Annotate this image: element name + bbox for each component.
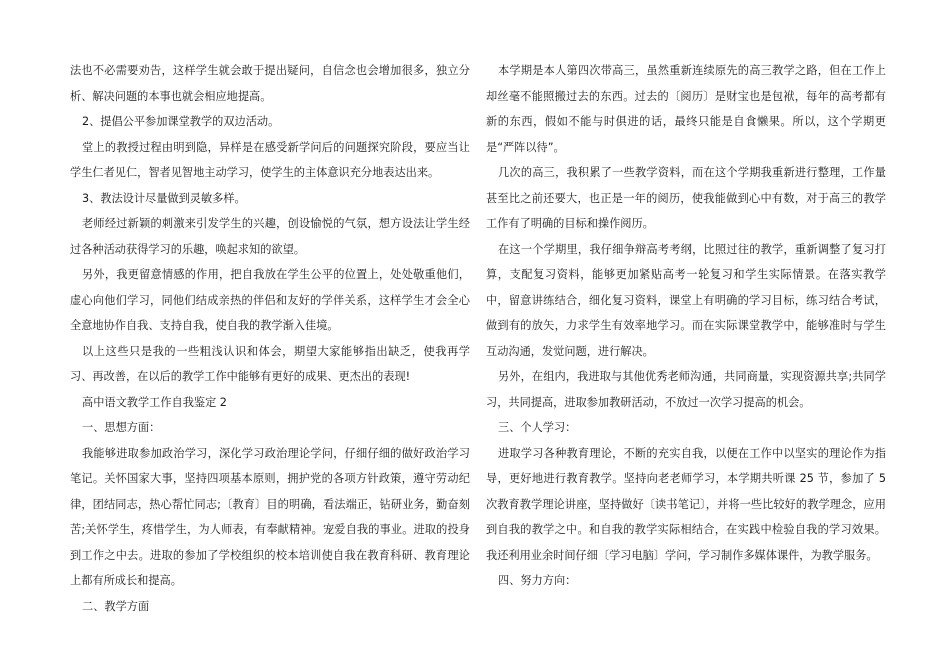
paragraph: 法也不必需要劝告，这样学生就会敢于提出疑问，自信念也会增加很多，独立分析、解决问题的本事也就会相应地提高。 bbox=[70, 64, 470, 103]
section-heading: 四、努力方向： bbox=[498, 574, 577, 587]
paragraph: 本学期是本人第四次带高三，虽然重新连续原先的高三教学之路，但在工作上却丝毫不能照搬过去的东西。过去的〔阅历〕是财宝也是包袱，每年的高考都有新的东西，假如不能与时俱进的话，最终只能是自食懒果。所以，这个学期更是“严阵以待”。 bbox=[486, 64, 886, 154]
paragraph: 我能够进取参加政治学习，深化学习政治理论学问，仔细仔细的做好政治学习笔记。关怀国家大事，坚持四项基本原则，拥护党的各项方针政策，遵守劳动纪律，团结同志，热心帮忙同志;〔教育〕目的明确，看法端正，钻研业务，勤奋刻苦;关怀学生，疼惜学生，为人师表，有奉献精神。宠爱自我的事业。进取的投身到工作之中去。进取的参加了学校组织的校本培训使自我在教育科研、教育理论上都有所成长和提高。 bbox=[70, 446, 470, 587]
article-title: 高中语文教学工作自我鉴定 2 bbox=[82, 395, 227, 409]
paragraph: 另外，在组内，我进取与其他优秀老师沟通，共同商量，实现资源共享;共同学习，共同提高，进取参加教研活动，不放过一次学习提高的机会。 bbox=[486, 370, 886, 409]
section-heading: 3、教法设计尽量做到灵敏多样。 bbox=[82, 191, 246, 205]
paragraph: 进取学习各种教育理论，不断的充实自我，以便在工作中以坚实的理论作为指导，更好地进行教育教学。坚持向老老师学习，本学期共听课 25 节，参加了 5 次教育教学理论讲座，坚持做好〔读书笔记〕，并将一些比较好的教学理念，应用到自我的教学之中。和自我的教学实际相结合，在实践中检验自我的学习效果。我还利用业余时间仔细〔学习电脑〕学问，学习制作多媒体课件，为教学服务。 bbox=[486, 446, 886, 562]
paragraph: 在这一个学期里，我仔细争辩高考考纲，比照过往的教学，重新调整了复习打算，支配复习资料，能够更加紧贴高考一轮复习和学生实际情景。在落实教学中，留意讲练结合，细化复习资料，课堂上有明确的学习目标，练习结合考试，做到有的放矢，力求学生有效率地学习。而在实际课堂教学中，能够准时与学生互动沟通，发觉问题，进行解决。 bbox=[486, 242, 886, 358]
paragraph: 堂上的教授过程由明到隐，异样是在感受新学问后的问题探究阶段，要应当让学生仁者见仁，智者见智地主动学习，使学生的主体意识充分地表达出来。 bbox=[70, 140, 470, 179]
left-column bbox=[70, 58, 470, 619]
section-heading: 2、提倡公平参加课堂教学的双边活动。 bbox=[82, 115, 280, 128]
section-heading: 一、思想方面： bbox=[82, 421, 161, 434]
section-heading: 三、个人学习： bbox=[498, 421, 577, 434]
right-column bbox=[486, 58, 886, 594]
paragraph: 几次的高三，我积累了一些教学资料，而在这个学期我重新进行整理，工作量甚至比之前还要大，也正是一年的阅历，使我能做到心中有数，对于高三的教学工作有了明确的目标和操作阅历。 bbox=[486, 166, 886, 230]
paragraph: 老师经过新颖的刺激来引发学生的兴趣，创设愉悦的气氛，想方设法让学生经过各种活动获得学习的乐趣，唤起求知的欲望。 bbox=[70, 217, 470, 256]
paragraph: 另外，我更留意情感的作用，把自我放在学生公平的位置上，处处敬重他们，虚心向他们学习，同他们结成亲热的伴侣和友好的学伴关系，这样学生才会全心全意地协作自我、支持自我，使自我的教学渐入佳境。 bbox=[70, 268, 470, 332]
paragraph: 以上这些只是我的一些粗浅认识和体会，期望大家能够指出缺乏，使我再学习、再改善，在以后的教学工作中能够有更好的成果、更杰出的表现! bbox=[70, 344, 470, 383]
section-heading: 二、教学方面 bbox=[82, 599, 150, 613]
